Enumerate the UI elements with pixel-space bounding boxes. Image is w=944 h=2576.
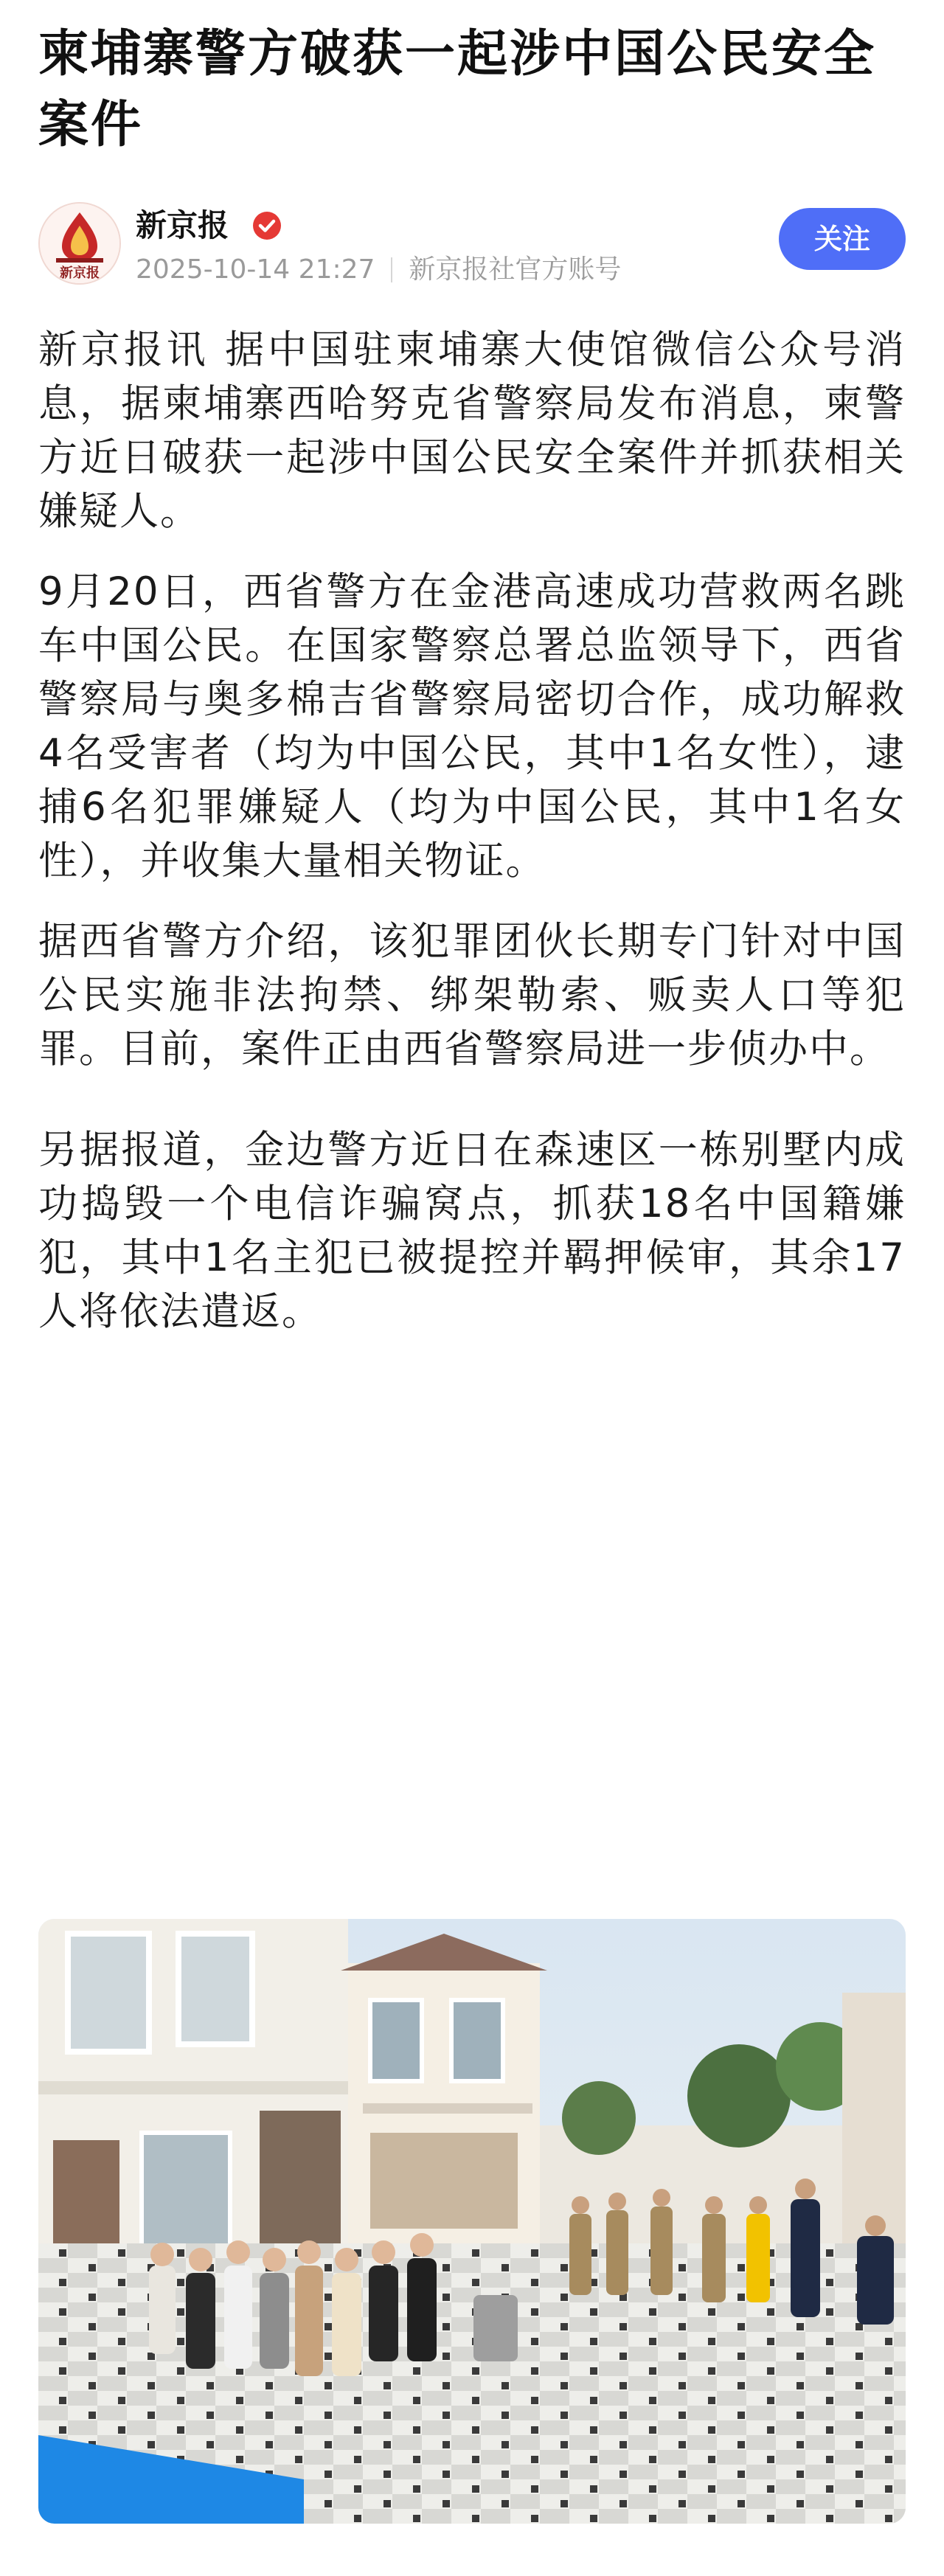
meta-divider xyxy=(391,257,392,282)
follow-button[interactable]: 关注 xyxy=(779,208,906,270)
author-avatar[interactable] xyxy=(38,202,121,285)
author-name[interactable]: 新京报 xyxy=(136,207,229,243)
villa-raid-photo xyxy=(38,1919,906,2524)
article-paragraph: 9月20日，西省警方在金港高速成功营救两名跳车中国公民。在国家警察总署总监领导下，西省警察局与奥多棉吉省警察局密切合作，成功解救4名受害者（均为中国公民，其中1名女性），逮捕6名犯罪嫌疑人（均为中国公民，其中1名女性），并收集大量相关物证。 xyxy=(38,569,906,883)
account-type: 新京报社官方账号 xyxy=(409,254,622,285)
article-body xyxy=(38,323,906,1339)
newspaper-logo-icon xyxy=(40,204,119,283)
publish-date: 2025-10-14 21:27 xyxy=(136,254,375,285)
avatar-text: 新京报 xyxy=(60,265,100,281)
article-title: 柬埔寨警方破获一起涉中国公民安全案件 xyxy=(38,25,877,154)
author-row xyxy=(38,202,906,289)
article-paragraph: 据西省警方介绍，该犯罪团伙长期专门针对中国公民实施非法拘禁、绑架勒索、贩卖人口等犯罪。目前，案件正由西省警察局进一步侦办中。 xyxy=(38,919,906,1072)
article-page xyxy=(38,0,906,1365)
verified-badge-icon xyxy=(252,211,282,240)
author-meta xyxy=(136,252,621,288)
article-paragraph: 另据报道，金边警方近日在森速区一栋别墅内成功捣毁一个电信诈骗窝点，抓获18名中国籍嫌犯，其中1名主犯已被提控并羁押候审，其余17人将依法遣返。 xyxy=(38,1128,906,1334)
article-paragraph: 新京报讯 据中国驻柬埔寨大使馆微信公众号消息，据柬埔寨西哈努克省警察局发布消息，柬警方近日破获一起涉中国公民安全案件并抓获相关嫌疑人。 xyxy=(38,327,906,534)
article-photo[interactable] xyxy=(38,1919,906,2524)
